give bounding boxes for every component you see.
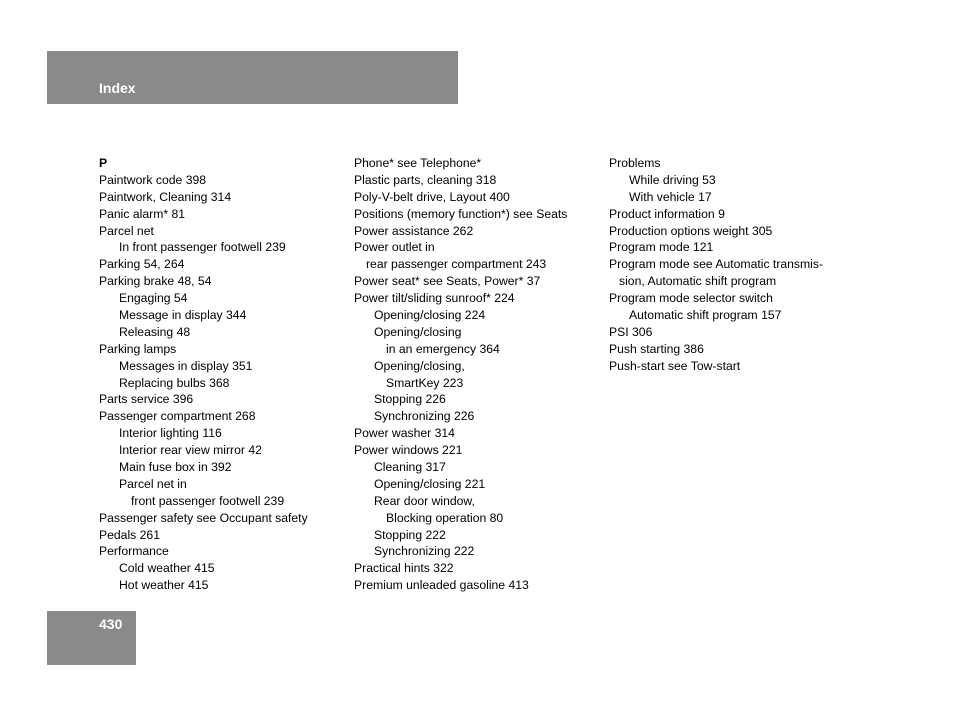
index-subentry: SmartKey 223 bbox=[386, 375, 464, 390]
index-entry: Pedals 261 bbox=[99, 527, 160, 542]
index-subentry: Synchronizing 226 bbox=[374, 409, 475, 424]
index-entry: Program mode 121 bbox=[609, 240, 714, 255]
index-subentry: Interior lighting 116 bbox=[119, 426, 222, 441]
index-subentry: Main fuse box in 392 bbox=[119, 460, 232, 475]
index-subentry: Blocking operation 80 bbox=[386, 510, 504, 525]
index-entry: Parking brake 48, 54 bbox=[99, 274, 212, 289]
index-entry: Push-start see Tow-start bbox=[609, 358, 741, 373]
index-entry: Parking lamps bbox=[99, 341, 177, 356]
index-entry: Power seat* see Seats, Power* 37 bbox=[354, 274, 541, 289]
index-subentry: front passenger footwell 239 bbox=[131, 493, 285, 508]
index-column-1 bbox=[99, 155, 349, 594]
index-entry: Practical hints 322 bbox=[354, 561, 454, 576]
index-entry: Power outlet in bbox=[354, 240, 435, 255]
index-subentry: Opening/closing, bbox=[374, 358, 465, 373]
index-subentry: Releasing 48 bbox=[119, 324, 191, 339]
index-column-2 bbox=[354, 155, 604, 594]
index-subentry: In front passenger footwell 239 bbox=[119, 240, 286, 255]
index-subentry: Synchronizing 222 bbox=[374, 544, 475, 559]
index-subentry: Replacing bulbs 368 bbox=[119, 375, 230, 390]
index-subentry: Opening/closing bbox=[374, 324, 462, 339]
index-subentry: sion, Automatic shift program bbox=[619, 274, 777, 289]
index-entry: Passenger compartment 268 bbox=[99, 409, 256, 424]
index-subentry: Engaging 54 bbox=[119, 291, 188, 306]
index-subentry: Interior rear view mirror 42 bbox=[119, 443, 262, 458]
index-subentry: Opening/closing 224 bbox=[374, 308, 486, 323]
index-subentry: While driving 53 bbox=[629, 172, 716, 187]
index-subentry: Rear door window, bbox=[374, 493, 475, 508]
index-subentry: rear passenger compartment 243 bbox=[366, 257, 547, 272]
index-entry: Production options weight 305 bbox=[609, 223, 773, 238]
index-column-3 bbox=[609, 155, 859, 375]
index-entry: Parts service 396 bbox=[99, 392, 194, 407]
index-entry: Premium unleaded gasoline 413 bbox=[354, 578, 529, 593]
index-entry: Paintwork, Cleaning 314 bbox=[99, 189, 232, 204]
index-entry: Program mode selector switch bbox=[609, 291, 773, 306]
index-entry: Power tilt/sliding sunroof* 224 bbox=[354, 291, 515, 306]
index-entry: Passenger safety see Occupant safety bbox=[99, 510, 308, 525]
index-subentry: Stopping 226 bbox=[374, 392, 446, 407]
header-bar bbox=[47, 51, 458, 104]
page-title: Index bbox=[99, 80, 136, 96]
index-entry: Parcel net bbox=[99, 223, 154, 238]
index-entry: Power washer 314 bbox=[354, 426, 455, 441]
index-entry: Poly-V-belt drive, Layout 400 bbox=[354, 189, 510, 204]
index-entry: Power assistance 262 bbox=[354, 223, 474, 238]
index-entry: Power windows 221 bbox=[354, 443, 463, 458]
index-entry: Performance bbox=[99, 544, 169, 559]
index-subentry: Cleaning 317 bbox=[374, 460, 446, 475]
index-entry: PSI 306 bbox=[609, 324, 653, 339]
index-entry: Phone* see Telephone* bbox=[354, 156, 482, 170]
index-entry: Plastic parts, cleaning 318 bbox=[354, 172, 497, 187]
index-subentry: Message in display 344 bbox=[119, 308, 247, 323]
index-subentry: Messages in display 351 bbox=[119, 358, 253, 373]
index-entry: Panic alarm* 81 bbox=[99, 206, 186, 221]
index-subentry: Hot weather 415 bbox=[119, 578, 209, 593]
index-entry: Push starting 386 bbox=[609, 341, 704, 356]
page-number: 430 bbox=[99, 616, 123, 632]
index-section-letter: P bbox=[99, 156, 108, 170]
index-subentry: Automatic shift program 157 bbox=[629, 308, 782, 323]
index-entry: Parking 54, 264 bbox=[99, 257, 185, 272]
index-entry: Problems bbox=[609, 156, 661, 170]
index-subentry: in an emergency 364 bbox=[386, 341, 500, 356]
index-subentry: Stopping 222 bbox=[374, 527, 446, 542]
index-entry: Positions (memory function*) see Seats bbox=[354, 206, 568, 221]
index-subentry: With vehicle 17 bbox=[629, 189, 712, 204]
index-subentry: Opening/closing 221 bbox=[374, 476, 486, 491]
page-number-tab bbox=[47, 611, 136, 665]
index-entry: Paintwork code 398 bbox=[99, 172, 207, 187]
index-subentry: Cold weather 415 bbox=[119, 561, 215, 576]
index-entry: Product information 9 bbox=[609, 206, 725, 221]
index-subentry: Parcel net in bbox=[119, 476, 187, 491]
index-entry: Program mode see Automatic transmis- bbox=[609, 257, 824, 272]
